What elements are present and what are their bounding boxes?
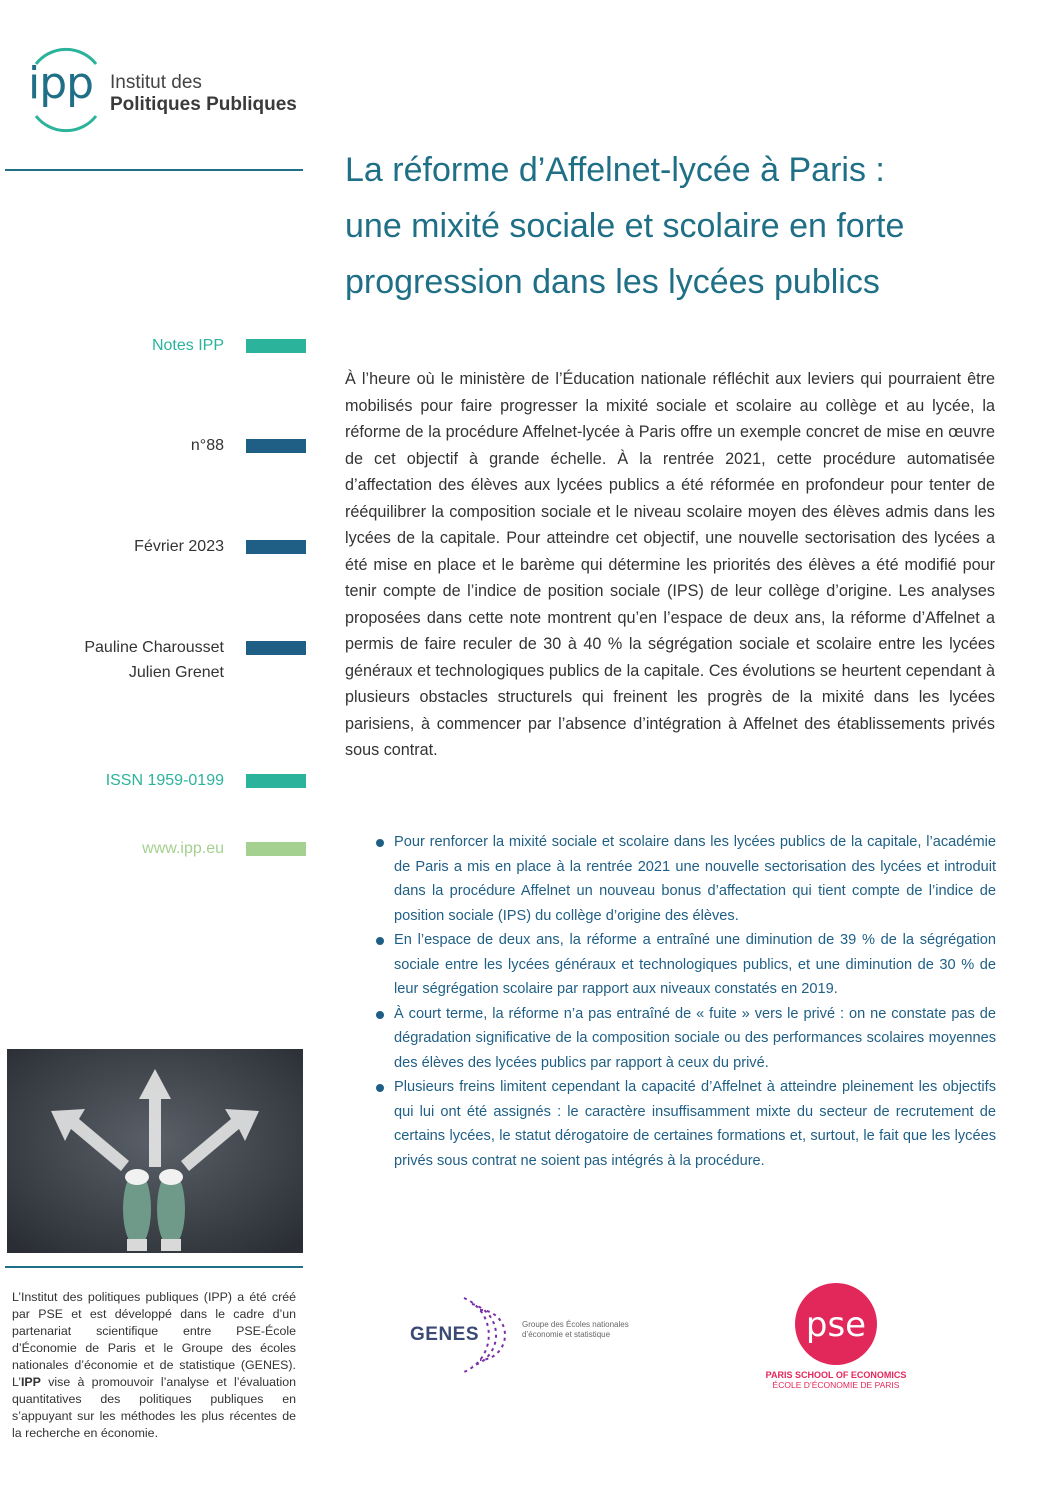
logo-divider <box>5 169 303 171</box>
date-bar <box>246 540 306 554</box>
title-line-3: progression dans les lycées publics <box>345 263 880 301</box>
genes-arc-icon <box>454 1290 524 1380</box>
website-bar <box>246 842 306 856</box>
publication-date: Février 2023 <box>134 538 224 555</box>
issn-bar <box>246 774 306 788</box>
website-link[interactable]: www.ipp.eu <box>142 840 224 857</box>
bullet-icon <box>376 1084 384 1092</box>
abstract-text: À l’heure où le ministère de l’Éducation nationale réfléchit aux leviers qui pourraient être mobilisés pour faire progresser la mixité sociale et scolaire au collège et au lycée, la réforme de la procédure Affelnet-lycée à Paris offre un exemple concret de mise en œuvre de cet objectif à grande échelle. À la rentrée 2021, cette procédure automatisée d’affectation des élèves aux lycées publics a été réformée en profondeur pour tenter de rééquilibrer la composition sociale et le niveau scolaire moyen des élèves admis dans les lycées de la capitale. Pour atteindre cet objectif, une nouvelle sectorisation des lycées a été mise en place et le barème qui détermine les priorités des élèves a été modifié pour tenir compte de l’indice de position sociale (IPS) de leur collège d’origine. Les analyses proposées dans cette note montrent qu’en l’espace de deux ans, la réforme d’Affelnet a permis de faire reculer de 30 à 40 % la ségrégation sociale et scolaire entre les lycées généraux et technologiques publics de la capitale. Ces évolutions se heurtent cependant à plusieurs obstacles structurels qui freinent les progrès de la mixité dans les lycées parisiens, à commencer par l’absence d’intégration à Affelnet des établissements privés sous contrat. <box>345 370 995 759</box>
pse-mark-text: pse <box>805 1305 867 1345</box>
key-point-text: Pour renforcer la mixité sociale et scolaire dans les lycées publics de la capitale, l’académie de Paris a mis en place à la rentrée 2021 une nouvelle sectorisation des lycées et introduit dans la procédure Affelnet un nouveau bonus d’affectation qui tient compte de l’indice de position sociale (IPS) du collège d’origine des élèves. <box>394 834 996 924</box>
key-point-text: Plusieurs freins limitent cependant la capacité d’Affelnet à atteindre pleinement les objectifs qui lui ont été assignés : le caractère insuffisamment mixte du secteur de recrutement de certains lycées, le statut dérogatoire de certaines formations et, surtout, le fait que les lycées privés sous contrat ne soient pas intégrés à la procédure. <box>394 1079 996 1169</box>
key-point <box>374 830 996 928</box>
pse-logo <box>760 1282 920 1392</box>
photo-divider <box>5 1266 303 1268</box>
logo-name-line1: Institut des <box>110 72 202 93</box>
author-1: Pauline Charousset <box>84 639 224 656</box>
bullet-icon <box>376 839 384 847</box>
title-line-2: une mixité sociale et scolaire en forte <box>345 207 905 245</box>
genes-logo-word: GENES <box>410 1324 480 1345</box>
about-text-bold: IPP <box>20 1375 41 1389</box>
genes-logo <box>410 1290 630 1380</box>
logo-name-line2: Politiques Publiques <box>110 94 297 115</box>
pse-circle-icon <box>794 1282 878 1366</box>
ipp-logo-mark: ipp <box>28 58 94 109</box>
key-points-list <box>374 830 996 1173</box>
bullet-icon <box>376 937 384 945</box>
key-point <box>374 928 996 1002</box>
series-label: Notes IPP <box>151 337 224 354</box>
title-line-1: La réforme d’Affelnet-lycée à Paris : <box>345 151 885 189</box>
issue-number: n°88 <box>190 437 224 454</box>
genes-logo-subtitle: Groupe des Écoles nationales d’économie et statistique <box>522 1320 629 1339</box>
about-text-part2: vise à promouvoir l’analyse et l’évaluation quantitatives des politiques publiques en s’appuyant sur les méthodes les plus récentes de la recherche en économie. <box>12 1375 296 1440</box>
cover-photo-arrows <box>7 1049 303 1253</box>
arrows-sneakers-image-icon <box>7 1049 303 1253</box>
pse-french-name: ÉCOLE D’ÉCONOMIE DE PARIS <box>772 1380 900 1390</box>
series-bar <box>246 339 306 353</box>
page-title <box>345 142 1005 310</box>
author-2: Julien Grenet <box>128 664 224 681</box>
ipp-logo <box>20 42 310 148</box>
bullet-icon <box>376 1011 384 1019</box>
issn: ISSN 1959-0199 <box>105 772 224 789</box>
about-text-part1: L’Institut des politiques publiques (IPP) a été créé par PSE et est développé dans le cadre d’un partenariat scientifique entre PSE-École d’Économie de Paris et le Groupe des écoles nationales d’économie et de statistique (GENES). L’ <box>12 1290 296 1389</box>
pse-english-name: PARIS SCHOOL OF ECONOMICS <box>765 1370 907 1380</box>
issue-number-bar <box>246 439 306 453</box>
authors-bar <box>246 641 306 655</box>
key-point-text: À court terme, la réforme n’a pas entraîné de « fuite » vers le privé : on ne constate pas de dégradation significative de la composition sociale ou des performances scolaires moyennes des élèves des lycées publics par rapport à ceux du privé. <box>394 1005 996 1071</box>
key-point-text: En l’espace de deux ans, la réforme a entraîné une diminution de 39 % de la ségrégation sociale entre les lycées généraux et technologiques publics, et une diminution de 30 % de leur ségrégation scolaire par rapport aux niveaux constatés en 2019. <box>394 932 996 997</box>
key-point <box>374 1002 996 1076</box>
about-ipp-text <box>12 1289 296 1442</box>
key-point <box>374 1075 996 1173</box>
